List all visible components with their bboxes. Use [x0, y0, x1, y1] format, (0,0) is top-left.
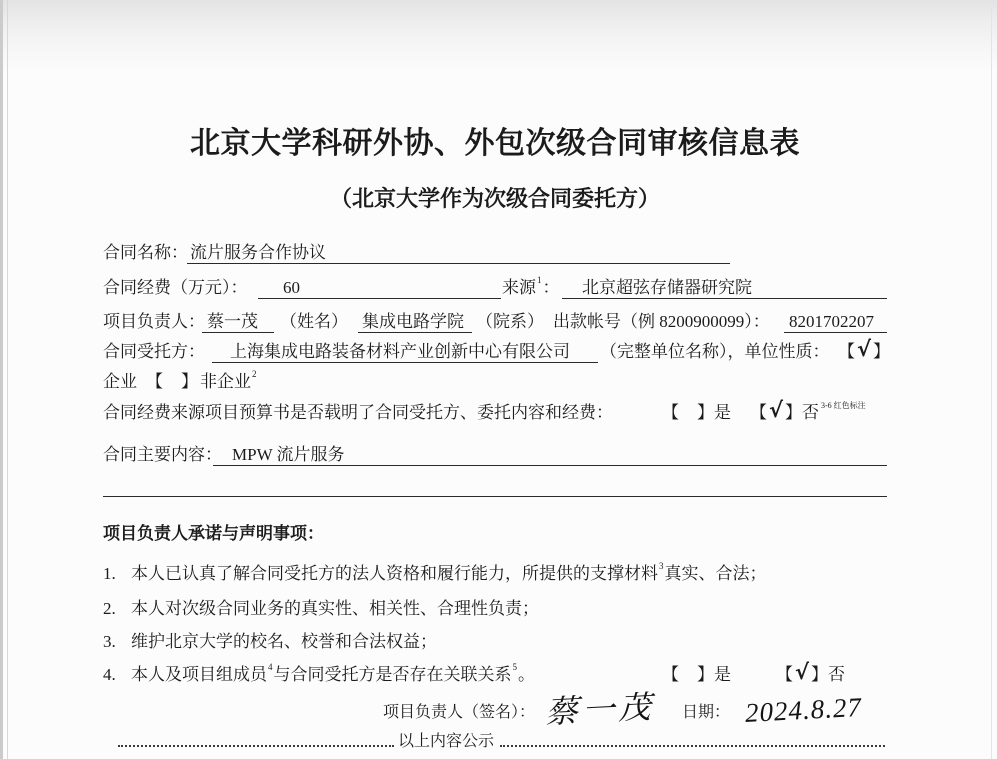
contractor-field: [212, 341, 598, 363]
item-text: 与合同受托方是否存在关联关系: [273, 665, 512, 684]
bracket-close: 】: [785, 403, 802, 422]
no-checkbox: [750, 398, 802, 424]
fund-source-value: 北京超弦存储器研究院: [582, 278, 752, 297]
main-content-value: MPW 流片服务: [232, 445, 345, 464]
non-enterprise-checkbox: [146, 371, 198, 393]
bracket-close: 】: [697, 665, 714, 684]
relation-yes-option: [662, 664, 731, 686]
bracket-close: 】: [697, 403, 714, 422]
check-mark: √: [794, 660, 809, 684]
bracket-open: 【: [838, 342, 855, 361]
handwritten-date: 2024.8.27: [744, 691, 863, 728]
item-number: 3.: [103, 632, 116, 651]
project-leader-label: 项目负责人：: [103, 312, 205, 331]
yes-checkbox: [662, 402, 714, 424]
bracket-close: 】: [181, 372, 198, 391]
contractor-label: 合同受托方：: [103, 342, 205, 361]
handwritten-signature: 蔡一茂: [542, 687, 663, 731]
bracket-close: 】: [811, 665, 828, 684]
scan-shading: [0, 0, 997, 72]
item-number: 4.: [103, 665, 116, 684]
dotted-divider-right: [500, 745, 885, 747]
enterprise-label: 企业: [103, 372, 137, 391]
item-number: 1.: [103, 564, 116, 583]
page-edge-right: [991, 0, 992, 759]
yes-checkbox: [662, 664, 714, 686]
item-text: 本人对次级合同业务的真实性、相关性、合理性负责；: [131, 599, 539, 618]
contractor-hint: （完整单位名称），单位性质：: [600, 342, 830, 361]
footnote-marker-3: 3: [659, 561, 664, 571]
declaration-item-1: [103, 563, 767, 585]
budget-footnote: 3-6 红色标注: [821, 401, 866, 410]
leader-name-hint: （姓名）: [280, 312, 348, 331]
budget-question: 合同经费来源项目预算书是否载明了合同受托方、委托内容和经费：: [103, 403, 613, 422]
contract-name-field: [187, 242, 730, 264]
declaration-item-3: [103, 631, 437, 653]
check-mark: √: [768, 398, 783, 422]
budget-yes-option: [662, 402, 731, 424]
declaration-item-2: [103, 598, 539, 620]
non-enterprise-label: [200, 371, 258, 393]
item-text: 。: [518, 665, 535, 684]
budget-no-option: [750, 398, 819, 424]
check-mark: √: [856, 337, 871, 361]
yes-label: 是: [714, 665, 731, 684]
declaration-item-4: [103, 664, 535, 686]
bracket-close: 】: [873, 342, 890, 361]
enterprise-checkbox: [838, 337, 890, 363]
bracket-open: 【: [146, 372, 163, 391]
item-text: 真实、合法；: [664, 564, 767, 583]
dotted-divider-left: [118, 745, 394, 747]
footnote-marker-2: 2: [252, 369, 257, 379]
contract-name-value: 流片服务合作协议: [190, 243, 326, 262]
account-label: 出款帐号（例 8200900099）：: [553, 312, 770, 331]
leader-name-field: [202, 311, 274, 333]
contract-fee-label: 合同经费（万元）：: [103, 278, 248, 297]
no-checkbox: [776, 660, 828, 686]
page-edge-line: [7, 0, 8, 759]
signature-label: 项目负责人（签名）：: [383, 704, 536, 721]
bracket-open: 【: [662, 665, 679, 684]
declaration-heading: 项目负责人承诺与声明事项：: [103, 524, 324, 543]
relation-no-option: [776, 660, 845, 686]
item-text: 维护北京大学的校名、校誉和合法权益；: [131, 632, 437, 651]
non-enterprise-label-text: 非企业: [200, 372, 251, 391]
main-content-label: 合同主要内容：: [103, 445, 222, 464]
contract-fee-field: [258, 277, 501, 299]
contract-name-label: 合同名称：: [103, 243, 188, 262]
bracket-open: 【: [750, 403, 767, 422]
footnote-marker-4: 4: [268, 662, 273, 672]
leader-name-value: 蔡一茂: [207, 312, 258, 331]
account-field: [784, 311, 887, 333]
footnote-marker-1: 1: [537, 275, 542, 285]
date-label: 日期：: [682, 704, 731, 721]
item-text: 本人及项目组成员: [131, 665, 267, 684]
main-content-extra-line: [103, 475, 887, 497]
form-title: 北京大学科研外协、外包次级合同审核信息表: [190, 127, 800, 160]
contract-fee-value: 60: [283, 278, 300, 297]
bracket-open: 【: [662, 403, 679, 422]
main-content-field: [213, 444, 887, 466]
form-subtitle: （北京大学作为次级合同委托方）: [329, 186, 660, 211]
no-label: 否: [802, 403, 819, 422]
department-value: 集成电路学院: [362, 312, 464, 331]
contractor-value: 上海集成电路装备材料产业创新中心有限公司: [230, 342, 570, 361]
bracket-open: 【: [776, 665, 793, 684]
no-label: 否: [828, 665, 845, 684]
item-number: 2.: [103, 599, 116, 618]
department-hint: （院系）: [476, 312, 544, 331]
account-value: 8201702207: [789, 312, 874, 331]
yes-label: 是: [714, 403, 731, 422]
item-text: 本人已认真了解合同受托方的法人资格和履行能力，所提供的支撑材料: [131, 564, 658, 583]
fund-source-colon: ：: [542, 278, 560, 297]
fund-source-label: [502, 277, 560, 299]
fund-source-label-text: 来源: [502, 278, 536, 297]
department-field: [358, 311, 472, 333]
footnote-marker-5: 5: [512, 662, 517, 672]
page-edge-left: [0, 0, 3, 759]
fund-source-field: [562, 277, 887, 299]
public-notice-label: 以上内容公示: [398, 733, 495, 750]
